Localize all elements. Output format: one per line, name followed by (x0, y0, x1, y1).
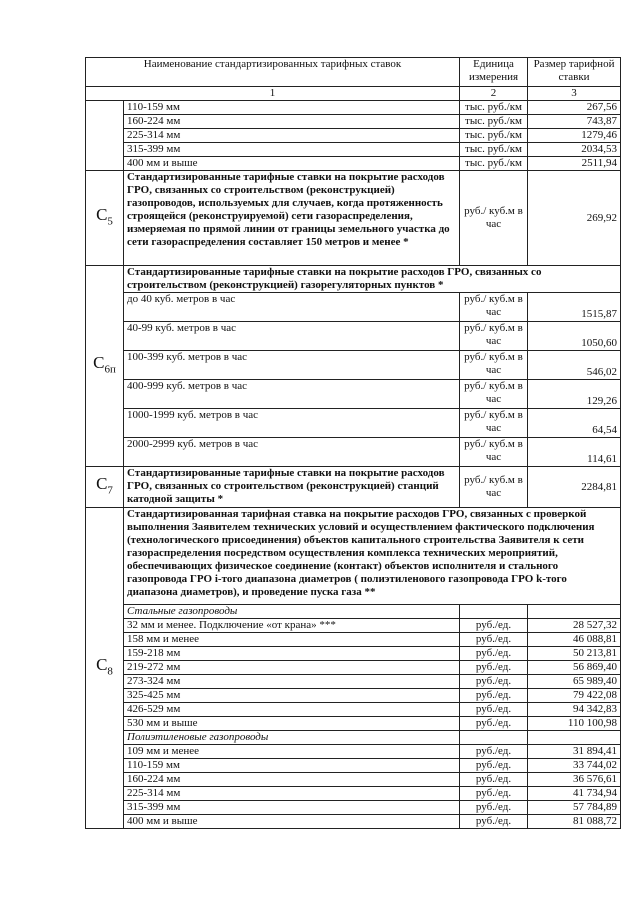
header-index-3: 3 (528, 87, 621, 101)
row-unit: руб./ куб.м в час (460, 322, 528, 351)
row-value: 56 869,40 (528, 661, 621, 675)
row-value: 36 576,61 (528, 773, 621, 787)
code-c8: $C_8$ (86, 508, 124, 829)
header-value: Размер тарифной ставки (528, 58, 621, 87)
row-label: 426-529 мм (124, 703, 460, 717)
code-c7: $C_7$ (86, 467, 124, 508)
row-label: 32 мм и менее. Подключение «от крана» *** (124, 619, 460, 633)
row-label: 158 мм и менее (124, 633, 460, 647)
row-label: 40-99 куб. метров в час (124, 322, 460, 351)
section-c6-title-row (86, 266, 621, 293)
row-label: 225-314 мм (124, 787, 460, 801)
row-unit: руб./ед. (460, 815, 528, 829)
empty-cell (460, 605, 528, 619)
table-row (86, 647, 621, 661)
table-row (86, 633, 621, 647)
tariff-table (85, 57, 621, 829)
row-value: 2511,94 (528, 157, 621, 171)
row-unit: руб./ куб.м в час (460, 171, 528, 266)
table-row (86, 129, 621, 143)
row-label: 325-425 мм (124, 689, 460, 703)
empty-cell (460, 731, 528, 745)
row-label: 273-324 мм (124, 675, 460, 689)
table-row (86, 322, 621, 351)
header-index-1: 1 (86, 87, 460, 101)
table-row (86, 143, 621, 157)
table-row (86, 815, 621, 829)
row-unit: руб./ед. (460, 619, 528, 633)
row-value: 110 100,98 (528, 717, 621, 731)
row-value: 269,92 (528, 171, 621, 266)
row-value: 57 784,89 (528, 801, 621, 815)
row-label: 1000-1999 куб. метров в час (124, 409, 460, 438)
row-unit: руб./ед. (460, 773, 528, 787)
row-label: 315-399 мм (124, 801, 460, 815)
row-label: 2000-2999 куб. метров в час (124, 438, 460, 467)
table-row (86, 787, 621, 801)
row-unit: руб./ куб.м в час (460, 409, 528, 438)
row-unit: руб./ед. (460, 703, 528, 717)
table-row (86, 157, 621, 171)
steel-subheader-row (86, 605, 621, 619)
row-value: 64,54 (528, 409, 621, 438)
row-label: 400 мм и выше (124, 157, 460, 171)
row-value: 79 422,08 (528, 689, 621, 703)
row-value: 50 213,81 (528, 647, 621, 661)
table-row (86, 101, 621, 115)
row-unit: тыс. руб./км (460, 129, 528, 143)
row-value: 31 894,41 (528, 745, 621, 759)
code-cell-empty (86, 101, 124, 171)
section-title-c5: Стандартизированные тарифные ставки на покрытие расходов ГРО, связанных со строительством (реконструкцией) газопроводов, используемых для случаев, когда протяженность строящейся (реконструируемой) сети газораспределения, измеряемая по прямой линии от границы земельного участка до сети газораспределения составляет 150 метров и менее * (124, 171, 460, 266)
row-value: 546,02 (528, 351, 621, 380)
row-label: до 40 куб. метров в час (124, 293, 460, 322)
row-value: 2034,53 (528, 143, 621, 157)
table-row (86, 661, 621, 675)
row-value: 46 088,81 (528, 633, 621, 647)
row-label: 530 мм и выше (124, 717, 460, 731)
table-row (86, 703, 621, 717)
row-unit: руб./ед. (460, 759, 528, 773)
row-value: 267,56 (528, 101, 621, 115)
table-row (86, 689, 621, 703)
row-label: 400 мм и выше (124, 815, 460, 829)
row-unit: тыс. руб./км (460, 101, 528, 115)
table-row (86, 675, 621, 689)
table-row (86, 773, 621, 787)
row-value: 2284,81 (528, 467, 621, 508)
row-label: 315-399 мм (124, 143, 460, 157)
row-label: 109 мм и менее (124, 745, 460, 759)
poly-subheader: Полиэтиленовые газопроводы (124, 731, 460, 745)
row-unit: руб./ед. (460, 717, 528, 731)
table-row (86, 115, 621, 129)
row-label: 110-159 мм (124, 101, 460, 115)
row-unit: руб./ед. (460, 689, 528, 703)
row-unit: руб./ед. (460, 675, 528, 689)
row-label: 110-159 мм (124, 759, 460, 773)
empty-cell (528, 731, 621, 745)
row-value: 28 527,32 (528, 619, 621, 633)
index-row (86, 87, 621, 101)
poly-subheader-row (86, 731, 621, 745)
row-unit: руб./ед. (460, 633, 528, 647)
row-value: 65 989,40 (528, 675, 621, 689)
row-label: 100-399 куб. метров в час (124, 351, 460, 380)
row-unit: руб./ед. (460, 745, 528, 759)
header-name: Наименование стандартизированных тарифных ставок (86, 58, 460, 87)
row-label: 160-224 мм (124, 773, 460, 787)
row-unit: руб./ед. (460, 801, 528, 815)
section-c5 (86, 171, 621, 266)
section-title-c7: Стандартизированные тарифные ставки на покрытие расходов ГРО, связанных со строительством (реконструкцией) станций катодной защиты * (124, 467, 460, 508)
table-row (86, 619, 621, 633)
empty-cell (528, 605, 621, 619)
code-c5: $C_5$ (86, 171, 124, 266)
header-unit: Единица измерения (460, 58, 528, 87)
row-unit: руб./ куб.м в час (460, 438, 528, 467)
row-label: 160-224 мм (124, 115, 460, 129)
section-c8-title-row (86, 508, 621, 605)
row-unit: руб./ куб.м в час (460, 293, 528, 322)
row-unit: руб./ед. (460, 661, 528, 675)
section-title-c8: Стандартизированная тарифная ставка на покрытие расходов ГРО, связанных с проверкой выполнения Заявителем технических условий и осуществлением фактического подключения (технологического присоединения) объектов капитального строительства Заявителя к сети газораспределения посредством осуществления комплекса технических мероприятий, обеспечивающих физическое соединение (контакт) объектов исполнителя и стального газопровода ГРО i-того диапазона диаметров ( полиэтиленового газопровода ГРО k-того диапазона диаметров), и проведение пуска газа ** (124, 508, 621, 605)
row-value: 94 342,83 (528, 703, 621, 717)
row-value: 41 734,94 (528, 787, 621, 801)
table-row (86, 351, 621, 380)
table-row (86, 801, 621, 815)
row-value: 114,61 (528, 438, 621, 467)
row-unit: руб./ед. (460, 787, 528, 801)
table-row (86, 380, 621, 409)
row-unit: тыс. руб./км (460, 115, 528, 129)
row-label: 225-314 мм (124, 129, 460, 143)
code-c6: $C_{6п}$ (86, 266, 124, 467)
row-unit: руб./ куб.м в час (460, 380, 528, 409)
row-unit: тыс. руб./км (460, 143, 528, 157)
section-c7 (86, 467, 621, 508)
row-value: 1279,46 (528, 129, 621, 143)
section-title-c6: Стандартизированные тарифные ставки на покрытие расходов ГРО, связанных со строительством (реконструкцией) газорегуляторных пунктов * (124, 266, 621, 293)
row-value: 129,26 (528, 380, 621, 409)
row-unit: руб./ куб.м в час (460, 351, 528, 380)
row-unit: руб./ед. (460, 647, 528, 661)
row-unit: руб./ куб.м в час (460, 467, 528, 508)
table-row (86, 409, 621, 438)
table-row (86, 293, 621, 322)
row-value: 1050,60 (528, 322, 621, 351)
table-row (86, 717, 621, 731)
row-value: 81 088,72 (528, 815, 621, 829)
header-row (86, 58, 621, 87)
row-unit: тыс. руб./км (460, 157, 528, 171)
row-value: 1515,87 (528, 293, 621, 322)
row-label: 159-218 мм (124, 647, 460, 661)
steel-subheader: Стальные газопроводы (124, 605, 460, 619)
row-value: 743,87 (528, 115, 621, 129)
row-value: 33 744,02 (528, 759, 621, 773)
table-row (86, 745, 621, 759)
table-row (86, 759, 621, 773)
header-index-2: 2 (460, 87, 528, 101)
row-label: 219-272 мм (124, 661, 460, 675)
table-row (86, 438, 621, 467)
row-label: 400-999 куб. метров в час (124, 380, 460, 409)
